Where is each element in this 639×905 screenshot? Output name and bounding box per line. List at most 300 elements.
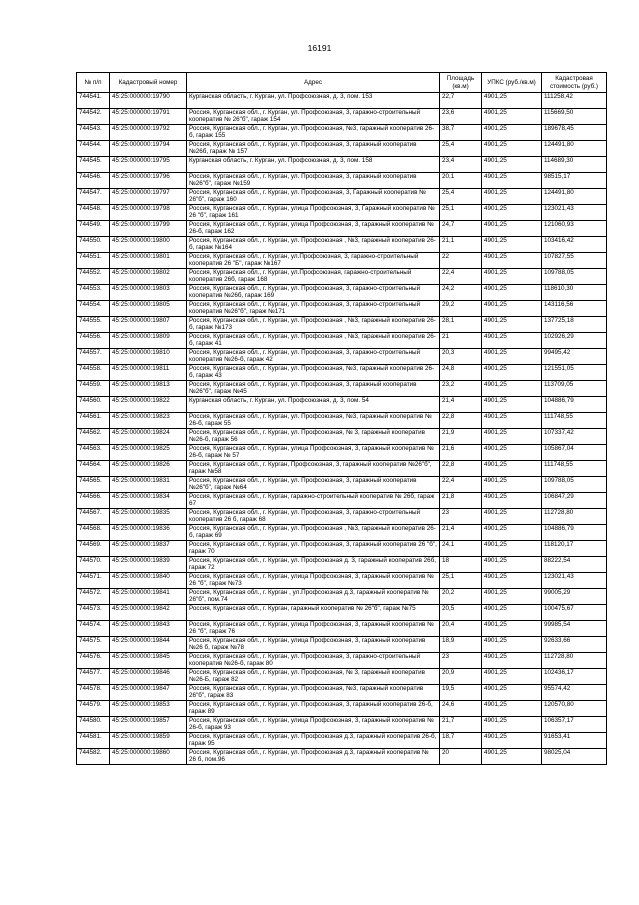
cell-upks: 4901,25: [482, 653, 542, 669]
table-row: [77, 589, 607, 605]
cell-address: Россия, Курганская обл., г. Курган, улица Профсоюзная, 3, Гаражный кооператив № 26 "б", гараж 161: [187, 205, 440, 221]
cell-cadastral-number: 45:25:000000:19834: [110, 493, 187, 509]
cell-area: 21,9: [440, 429, 482, 445]
table-row: [77, 477, 607, 493]
cell-area: 24,8: [440, 365, 482, 381]
cell-upks: 4901,25: [482, 205, 542, 221]
cell-area: 20,5: [440, 605, 482, 621]
header-area: Площадь (кв.м): [440, 73, 482, 93]
cell-cadastral-number: 45:25:000000:19824: [110, 429, 187, 445]
cell-row-number: 744563.: [77, 445, 110, 461]
cell-address: Россия, Курганская обл., г. Курган, ул. Профсоюзная, №3, гаражный кооператив 26-б, гараж 43: [187, 365, 440, 381]
cell-row-number: 744562.: [77, 429, 110, 445]
cell-row-number: 744569.: [77, 541, 110, 557]
cell-row-number: 744570.: [77, 557, 110, 573]
cell-upks: 4901,25: [482, 509, 542, 525]
cell-cadastral-value: 109788,05: [542, 269, 607, 285]
cell-cadastral-number: 45:25:000000:19840: [110, 573, 187, 589]
cell-address: Россия, Курганская обл., г. Курган, ул. Профсоюзная, № 3, гаражный кооператив №26-Б, гараж 82: [187, 669, 440, 685]
cell-area: 22,8: [440, 413, 482, 429]
cell-row-number: 744566.: [77, 493, 110, 509]
cell-address: Россия, Курганская обл., г. Курган, ул. Профсоюзная , №3, гаражный кооператив 26-б, гараж №164: [187, 237, 440, 253]
cell-cadastral-number: 45:25:000000:19809: [110, 333, 187, 349]
header-num: № п/п: [77, 73, 110, 93]
cell-upks: 4901,25: [482, 429, 542, 445]
cell-address: Россия, Курганская обл., г. Курган, ул. Профсоюзная, 3, гаражно-строительный кооператив №26-б, гараж 80: [187, 653, 440, 669]
header-address: Адрес: [187, 73, 440, 93]
header-upks: УПКС (руб./кв.м): [482, 73, 542, 93]
table-row: [77, 397, 607, 413]
cell-upks: 4901,25: [482, 125, 542, 141]
cell-area: 19,5: [440, 685, 482, 701]
cell-upks: 4901,25: [482, 733, 542, 749]
cell-cadastral-value: 112728,80: [542, 509, 607, 525]
cell-row-number: 744576.: [77, 653, 110, 669]
cell-upks: 4901,25: [482, 573, 542, 589]
cell-cadastral-value: 103416,42: [542, 237, 607, 253]
cell-cadastral-number: 45:25:000000:19825: [110, 445, 187, 461]
cell-cadastral-value: 98025,04: [542, 749, 607, 765]
cell-cadastral-value: 124491,80: [542, 189, 607, 205]
cell-cadastral-number: 45:25:000000:19801: [110, 253, 187, 269]
cell-row-number: 744556.: [77, 333, 110, 349]
table-row: [77, 365, 607, 381]
cell-upks: 4901,25: [482, 557, 542, 573]
cell-cadastral-value: 111748,55: [542, 461, 607, 477]
table-row: [77, 541, 607, 557]
cell-upks: 4901,25: [482, 173, 542, 189]
cell-address: Россия, Курганская обл., г. Курган, ул. Профсоюзная, 3, гаражно-строительный кооператив №26-б, гараж 42: [187, 349, 440, 365]
cell-address: Россия, Курганская обл., г. Курган, улица Профсоюзная, 3, гаражный кооператив № 26 "б", гараж 76: [187, 621, 440, 637]
cell-row-number: 744560.: [77, 397, 110, 413]
cell-upks: 4901,25: [482, 413, 542, 429]
cell-area: 21,4: [440, 397, 482, 413]
cell-upks: 4901,25: [482, 397, 542, 413]
cell-address: Россия, Курганская обл., г. Курган, ул. Профсоюзная д.3, гаражный кооператив 26-б, гараж 95: [187, 733, 440, 749]
cell-upks: 4901,25: [482, 701, 542, 717]
table-row: [77, 157, 607, 173]
cell-area: 22: [440, 253, 482, 269]
table-row: [77, 605, 607, 621]
table-row: [77, 701, 607, 717]
cell-cadastral-value: 99495,42: [542, 349, 607, 365]
table-row: [77, 637, 607, 653]
cell-area: 21,6: [440, 445, 482, 461]
cell-cadastral-value: 106847,29: [542, 493, 607, 509]
table-header-row: [77, 73, 607, 93]
cell-cadastral-number: 45:25:000000:19802: [110, 269, 187, 285]
cell-cadastral-number: 45:25:000000:19860: [110, 749, 187, 765]
cell-address: Россия, Курганская обл., г. Курган, ул. Профсоюзная, 3, гаражный кооператив 26 "б", гараж 70: [187, 541, 440, 557]
cell-address: Россия, Курганская обл., г. Курган, ул. Профсоюзная , №3, гаражный кооператив 26-б, гараж 41: [187, 333, 440, 349]
table-row: [77, 173, 607, 189]
cell-upks: 4901,25: [482, 317, 542, 333]
cell-address: Россия, Курганская обл., г. Курган, ул. Профсоюзная, 3, гаражно-строительный кооператив №26"б", гараж №171: [187, 301, 440, 317]
cell-row-number: 744578.: [77, 685, 110, 701]
table-row: [77, 349, 607, 365]
table-row: [77, 669, 607, 685]
cell-area: 24,2: [440, 285, 482, 301]
cell-upks: 4901,25: [482, 749, 542, 765]
cell-cadastral-number: 45:25:000000:19853: [110, 701, 187, 717]
cell-cadastral-value: 118610,30: [542, 285, 607, 301]
cell-upks: 4901,25: [482, 141, 542, 157]
cell-cadastral-value: 107827,55: [542, 253, 607, 269]
cell-row-number: 744544.: [77, 141, 110, 157]
cell-row-number: 744577.: [77, 669, 110, 685]
cell-upks: 4901,25: [482, 301, 542, 317]
cell-cadastral-value: 114689,30: [542, 157, 607, 173]
cell-area: 20,2: [440, 589, 482, 605]
cell-area: 23,2: [440, 381, 482, 397]
cell-cadastral-number: 45:25:000000:19842: [110, 605, 187, 621]
cell-row-number: 744545.: [77, 157, 110, 173]
cell-area: 24,7: [440, 221, 482, 237]
cell-address: Россия, Курганская обл., г. Курган, ул. Профсоюзная, № 3, гаражный кооператив №26-б, гараж 56: [187, 429, 440, 445]
cell-upks: 4901,25: [482, 333, 542, 349]
cell-row-number: 744555.: [77, 317, 110, 333]
table-row: [77, 141, 607, 157]
cell-upks: 4901,25: [482, 365, 542, 381]
cell-row-number: 744551.: [77, 253, 110, 269]
table-row: [77, 317, 607, 333]
cell-row-number: 744582.: [77, 749, 110, 765]
cell-area: 22,7: [440, 93, 482, 109]
cell-address: Россия, Курганская обл., г. Курган, ул. Профсоюзная, 3, гаражный кооператив №26"б", гараж №64: [187, 477, 440, 493]
cell-row-number: 744559.: [77, 381, 110, 397]
cell-cadastral-value: 123021,43: [542, 573, 607, 589]
cell-upks: 4901,25: [482, 669, 542, 685]
cell-address: Россия, Курганская обл., г. Курган, ул. Профсоюзная, 3, гаражный кооператив №26"б", гараж №159: [187, 173, 440, 189]
cell-row-number: 744546.: [77, 173, 110, 189]
table-row: [77, 733, 607, 749]
cell-cadastral-value: 95574,42: [542, 685, 607, 701]
table-row: [77, 381, 607, 397]
cell-cadastral-number: 45:25:000000:19813: [110, 381, 187, 397]
cell-cadastral-number: 45:25:000000:19845: [110, 653, 187, 669]
table-row: [77, 557, 607, 573]
cell-cadastral-value: 91653,41: [542, 733, 607, 749]
cell-upks: 4901,25: [482, 477, 542, 493]
cell-cadastral-value: 102436,17: [542, 669, 607, 685]
cell-row-number: 744573.: [77, 605, 110, 621]
cell-cadastral-number: 45:25:000000:19811: [110, 365, 187, 381]
cell-address: Россия, Курганская обл., г. Курган, ул. Профсоюзная, 3, гаражный кооператив №26"б", гараж №45: [187, 381, 440, 397]
cell-cadastral-value: 98515,17: [542, 173, 607, 189]
cell-area: 25,4: [440, 141, 482, 157]
table-row: [77, 573, 607, 589]
cell-cadastral-number: 45:25:000000:19841: [110, 589, 187, 605]
cell-address: Россия, Курганская обл., г. Курган, гаражно-строительный кооператив № 26б, гараж 67: [187, 493, 440, 509]
cell-row-number: 744542.: [77, 109, 110, 125]
cell-row-number: 744575.: [77, 637, 110, 653]
cell-cadastral-number: 45:25:000000:19799: [110, 221, 187, 237]
cell-cadastral-number: 45:25:000000:19792: [110, 125, 187, 141]
cell-address: Россия, Курганская обл., г. Курган, ул. Профсоюзная д. 3, гаражный кооператив 26б, гараж 72: [187, 557, 440, 573]
cell-address: Россия, Курганская обл., г. Курган, ул. Профсоюзная, 3, гаражно-строительный кооператив №26б, гараж 169: [187, 285, 440, 301]
cell-cadastral-value: 106357,17: [542, 717, 607, 733]
cell-area: 18,7: [440, 733, 482, 749]
cell-address: Россия, Курганская обл., г. Курган, улица Профсоюзная, 3, гаражный кооператив № 26 "б", гараж №73: [187, 573, 440, 589]
cell-address: Россия, Курганская обл., г. Курган, ул. Профсоюзная, 3, гаражный кооператив 26-б, гараж 89: [187, 701, 440, 717]
cell-cadastral-number: 45:25:000000:19795: [110, 157, 187, 173]
cell-cadastral-number: 45:25:000000:19844: [110, 637, 187, 653]
table-row: [77, 509, 607, 525]
cell-address: Россия, Курганская обл., г. Курган, улица Профсоюзная, 3, гаражный кооператив № 26-б, гараж 93: [187, 717, 440, 733]
cell-cadastral-value: 115669,50: [542, 109, 607, 125]
cell-cadastral-number: 45:25:000000:19794: [110, 141, 187, 157]
cell-row-number: 744554.: [77, 301, 110, 317]
cell-upks: 4901,25: [482, 285, 542, 301]
cell-row-number: 744561.: [77, 413, 110, 429]
cell-cadastral-value: 143116,56: [542, 301, 607, 317]
table-row: [77, 653, 607, 669]
cell-row-number: 744549.: [77, 221, 110, 237]
cell-address: Россия, Курганская обл., г. Курган , ул.Профсоюзная д.3, гаражный кооператив № 26"б", пом.74: [187, 589, 440, 605]
cell-address: Россия, Курганская обл., г. Курган, улица Профсоюзная, 3, гаражный кооператив № 26-б, гараж 162: [187, 221, 440, 237]
cell-cadastral-number: 45:25:000000:19839: [110, 557, 187, 573]
cell-row-number: 744547.: [77, 189, 110, 205]
cell-cadastral-value: 109788,05: [542, 477, 607, 493]
cell-area: 20,9: [440, 669, 482, 685]
table-row: [77, 685, 607, 701]
cell-row-number: 744550.: [77, 237, 110, 253]
cell-area: 21,7: [440, 717, 482, 733]
cell-cadastral-number: 45:25:000000:19835: [110, 509, 187, 525]
cell-cadastral-value: 99985,54: [542, 621, 607, 637]
cell-upks: 4901,25: [482, 445, 542, 461]
cell-area: 21,1: [440, 237, 482, 253]
cell-area: 21: [440, 333, 482, 349]
table-row: [77, 717, 607, 733]
cell-cadastral-value: 121551,05: [542, 365, 607, 381]
cell-cadastral-number: 45:25:000000:19826: [110, 461, 187, 477]
cell-area: 28,1: [440, 317, 482, 333]
cell-address: Россия, Курганская обл., г. Курган, ул. Профсоюзная, 3, гаражный кооператив №26б, гараж № 157: [187, 141, 440, 157]
cell-upks: 4901,25: [482, 605, 542, 621]
cell-row-number: 744552.: [77, 269, 110, 285]
cell-row-number: 744565.: [77, 477, 110, 493]
cell-cadastral-number: 45:25:000000:19823: [110, 413, 187, 429]
table-row: [77, 301, 607, 317]
cell-row-number: 744564.: [77, 461, 110, 477]
table-row: [77, 285, 607, 301]
cell-cadastral-value: 100475,67: [542, 605, 607, 621]
cell-address: Россия, Курганская обл., г. Курган, ул. Профсоюзная, №3, гаражный кооператив 26"б", гараж 83: [187, 685, 440, 701]
cell-upks: 4901,25: [482, 157, 542, 173]
cell-upks: 4901,25: [482, 493, 542, 509]
cell-cadastral-number: 45:25:000000:19805: [110, 301, 187, 317]
table-row: [77, 253, 607, 269]
cell-upks: 4901,25: [482, 589, 542, 605]
cell-area: 38,7: [440, 125, 482, 141]
cell-cadastral-number: 45:25:000000:19843: [110, 621, 187, 637]
table-row: [77, 749, 607, 765]
cell-cadastral-value: 104886,79: [542, 397, 607, 413]
table-row: [77, 221, 607, 237]
cell-address: Россия, Курганская обл., г. Курган, ул. Профсоюзная, №3, гаражный кооператив 26-б, гараж 155: [187, 125, 440, 141]
cell-cadastral-number: 45:25:000000:19857: [110, 717, 187, 733]
cell-cadastral-value: 137725,18: [542, 317, 607, 333]
cell-row-number: 744557.: [77, 349, 110, 365]
cell-address: Россия, Курганская обл., г. Курган, гаражный кооператив № 26"б", гараж №75: [187, 605, 440, 621]
cell-address: Россия, Курганская обл., г. Курган, улица Профсоюзная, 3, гаражный кооператив №26 б, гараж №78: [187, 637, 440, 653]
cell-row-number: 744558.: [77, 365, 110, 381]
header-cadastral: Кадастровый номер: [110, 73, 187, 93]
cell-cadastral-number: 45:25:000000:19798: [110, 205, 187, 221]
cell-area: 23,4: [440, 157, 482, 173]
cell-area: 22,8: [440, 461, 482, 477]
cell-cadastral-number: 45:25:000000:19810: [110, 349, 187, 365]
cell-address: Россия, Курганская обл., г. Курган, ул. Профсоюзная, 3, Гаражный кооператив № 26"б", гараж 160: [187, 189, 440, 205]
cell-upks: 4901,25: [482, 109, 542, 125]
cell-cadastral-number: 45:25:000000:19796: [110, 173, 187, 189]
cell-area: 23,6: [440, 109, 482, 125]
cell-cadastral-number: 45:25:000000:19837: [110, 541, 187, 557]
cell-address: Россия, Курганская обл., г. Курган, Профсоюзная, 3, гаражный кооператив №26"б", гараж №58: [187, 461, 440, 477]
table-row: [77, 205, 607, 221]
cell-row-number: 744571.: [77, 573, 110, 589]
cell-area: 25,4: [440, 189, 482, 205]
cell-cadastral-number: 45:25:000000:19836: [110, 525, 187, 541]
cell-cadastral-value: 121060,93: [542, 221, 607, 237]
cell-row-number: 744543.: [77, 125, 110, 141]
cell-cadastral-number: 45:25:000000:19831: [110, 477, 187, 493]
cell-area: 23: [440, 509, 482, 525]
cell-address: Россия, Курганская обл., г. Курган, ул. Профсоюзная , №3, гаражный кооператив 26-б, гараж 69: [187, 525, 440, 541]
cell-upks: 4901,25: [482, 621, 542, 637]
cell-address: Курганская область, г. Курган, ул. Профсоюзная, д. 3, пом. 54: [187, 397, 440, 413]
cell-cadastral-value: 112728,80: [542, 653, 607, 669]
cell-cadastral-number: 45:25:000000:19790: [110, 93, 187, 109]
cell-cadastral-number: 45:25:000000:19822: [110, 397, 187, 413]
cell-address: Курганская область, г. Курган, ул. Профсоюзная, д. 3, пом. 153: [187, 93, 440, 109]
cell-cadastral-value: 120570,80: [542, 701, 607, 717]
table-row: [77, 413, 607, 429]
cell-upks: 4901,25: [482, 461, 542, 477]
table-row: [77, 125, 607, 141]
cell-cadastral-number: 45:25:000000:19859: [110, 733, 187, 749]
cell-area: 24,1: [440, 541, 482, 557]
cadastral-table: [76, 72, 607, 765]
cell-address: Россия, Курганская обл., г. Курган, ул.Профсоюзная, 3, гаражно-строительный кооператив 26 "Б", гараж №167: [187, 253, 440, 269]
cell-area: 20,3: [440, 349, 482, 365]
cell-row-number: 744541.: [77, 93, 110, 109]
cell-area: 20,4: [440, 621, 482, 637]
table-row: [77, 189, 607, 205]
cell-cadastral-value: 124491,80: [542, 141, 607, 157]
cell-cadastral-value: 107337,42: [542, 429, 607, 445]
cell-address: Россия, Курганская обл., г. Курган, ул. Профсоюзная , №3, гаражный кооператив 26-б, гараж №173: [187, 317, 440, 333]
cell-upks: 4901,25: [482, 349, 542, 365]
cell-cadastral-value: 88222,54: [542, 557, 607, 573]
cell-cadastral-number: 45:25:000000:19807: [110, 317, 187, 333]
cell-address: Россия, Курганская обл., г. Курган, ул. Профсоюзная, 3, гаражно-строительный кооператив № 26"б", гараж 154: [187, 109, 440, 125]
cell-area: 20,1: [440, 173, 482, 189]
cell-cadastral-value: 92633,66: [542, 637, 607, 653]
cell-upks: 4901,25: [482, 269, 542, 285]
header-value: Кадастровая стоимость (руб.): [542, 73, 607, 93]
cell-upks: 4901,25: [482, 525, 542, 541]
cell-cadastral-value: 111748,55: [542, 413, 607, 429]
cell-upks: 4901,25: [482, 381, 542, 397]
table-row: [77, 269, 607, 285]
cell-cadastral-value: 189678,45: [542, 125, 607, 141]
cell-cadastral-number: 45:25:000000:19803: [110, 285, 187, 301]
cell-area: 24,6: [440, 701, 482, 717]
cell-cadastral-value: 104886,79: [542, 525, 607, 541]
cell-cadastral-number: 45:25:000000:19800: [110, 237, 187, 253]
cell-row-number: 744572.: [77, 589, 110, 605]
cell-area: 25,1: [440, 573, 482, 589]
cell-address: Россия, Курганская обл., г. Курган, ул.Профсоюзная, гаражно-строительный кооператив 26б, гараж 168: [187, 269, 440, 285]
cell-area: 25,1: [440, 205, 482, 221]
cell-row-number: 744574.: [77, 621, 110, 637]
cell-area: 22,4: [440, 269, 482, 285]
cell-area: 18: [440, 557, 482, 573]
cell-row-number: 744581.: [77, 733, 110, 749]
table-row: [77, 525, 607, 541]
table-row: [77, 461, 607, 477]
page-number: 16191: [307, 43, 332, 53]
cell-cadastral-value: 111258,42: [542, 93, 607, 109]
cell-cadastral-number: 45:25:000000:19797: [110, 189, 187, 205]
cell-cadastral-value: 105867,04: [542, 445, 607, 461]
cell-row-number: 744553.: [77, 285, 110, 301]
cell-area: 23: [440, 653, 482, 669]
table-row: [77, 237, 607, 253]
cell-area: 29,2: [440, 301, 482, 317]
table-row: [77, 493, 607, 509]
cell-address: Курганская область, г. Курган, ул. Профсоюзная, д. 3, пом. 158: [187, 157, 440, 173]
cell-area: 22,4: [440, 477, 482, 493]
cell-area: 18,9: [440, 637, 482, 653]
cell-upks: 4901,25: [482, 189, 542, 205]
cell-cadastral-value: 123021,43: [542, 205, 607, 221]
cell-upks: 4901,25: [482, 237, 542, 253]
table-row: [77, 333, 607, 349]
cell-cadastral-value: 113709,05: [542, 381, 607, 397]
cell-row-number: 744580.: [77, 717, 110, 733]
table-row: [77, 109, 607, 125]
cell-upks: 4901,25: [482, 685, 542, 701]
cell-row-number: 744579.: [77, 701, 110, 717]
cell-upks: 4901,25: [482, 93, 542, 109]
cell-address: Россия, Курганская обл., г. Курган, ул. Профсоюзная д.3, гаражный кооператив № 26 б, пом.96: [187, 749, 440, 765]
cell-upks: 4901,25: [482, 253, 542, 269]
table-row: [77, 93, 607, 109]
cell-row-number: 744567.: [77, 509, 110, 525]
cell-upks: 4901,25: [482, 717, 542, 733]
cell-cadastral-value: 102926,29: [542, 333, 607, 349]
cell-row-number: 744548.: [77, 205, 110, 221]
cell-upks: 4901,25: [482, 637, 542, 653]
cell-upks: 4901,25: [482, 221, 542, 237]
cell-cadastral-number: 45:25:000000:19847: [110, 685, 187, 701]
table-row: [77, 445, 607, 461]
cell-address: Россия, Курганская обл., г. Курган, улица Профсоюзная, 3, гаражный кооператив № 26-б, гараж № 57: [187, 445, 440, 461]
table-row: [77, 429, 607, 445]
cell-area: 21,8: [440, 493, 482, 509]
cell-cadastral-value: 118120,17: [542, 541, 607, 557]
cell-address: Россия, Курганская обл., г. Курган, ул. Профсоюзная, №3, гаражный кооператив № 26-б, гараж 55: [187, 413, 440, 429]
cell-upks: 4901,25: [482, 541, 542, 557]
cell-cadastral-number: 45:25:000000:19846: [110, 669, 187, 685]
cell-address: Россия, Курганская обл., г. Курган, ул. Профсоюзная, 3, гаражно-строительный кооператив 26 б, гараж 68: [187, 509, 440, 525]
cell-area: 20: [440, 749, 482, 765]
cell-area: 21,4: [440, 525, 482, 541]
table-row: [77, 621, 607, 637]
